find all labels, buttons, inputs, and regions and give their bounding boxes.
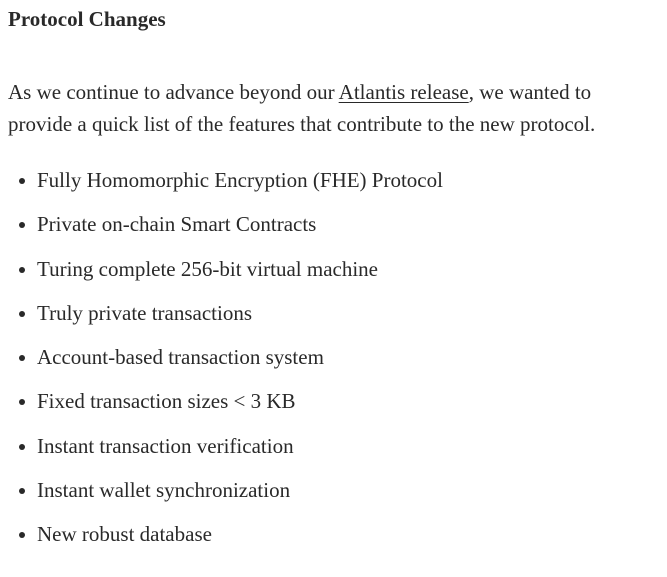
feature-label: Account-based transaction system — [37, 345, 324, 370]
bullet-icon — [19, 267, 25, 273]
feature-list — [8, 164, 660, 563]
intro-paragraph — [8, 76, 660, 140]
intro-text-end: , we wanted to provide a quick list of the features that contribute to the new protocol. — [8, 80, 596, 136]
section-heading: Protocol Changes — [8, 7, 166, 31]
list-item — [8, 253, 660, 297]
feature-label: Turing complete 256-bit virtual machine — [37, 256, 378, 281]
feature-label: Fixed transaction sizes < 3 KB — [37, 389, 296, 414]
list-item — [8, 430, 660, 474]
bullet-icon — [19, 399, 25, 405]
list-item — [8, 341, 660, 385]
bullet-icon — [19, 311, 25, 317]
bullet-icon — [19, 355, 25, 361]
feature-label: Instant wallet synchronization — [37, 478, 291, 503]
atlantis-release-link[interactable]: Atlantis release — [338, 80, 469, 104]
list-item — [8, 518, 660, 562]
bullet-icon — [19, 178, 25, 184]
list-item — [8, 164, 660, 208]
bullet-icon — [19, 222, 25, 228]
feature-label: Private on-chain Smart Contracts — [37, 212, 317, 237]
intro-text-start: As we continue to advance beyond our — [8, 80, 339, 104]
list-item — [8, 297, 660, 341]
bullet-icon — [19, 444, 25, 450]
list-item — [8, 474, 660, 518]
feature-label: Fully Homomorphic Encryption (FHE) Protocol — [37, 168, 443, 192]
bullet-icon — [19, 532, 25, 538]
feature-label: Truly private transactions — [37, 300, 253, 325]
list-item — [8, 385, 660, 429]
bullet-icon — [19, 488, 25, 494]
list-item — [8, 208, 660, 252]
article-section — [8, 0, 660, 563]
feature-label: New robust database — [37, 522, 212, 547]
feature-label: Instant transaction verification — [37, 433, 294, 458]
